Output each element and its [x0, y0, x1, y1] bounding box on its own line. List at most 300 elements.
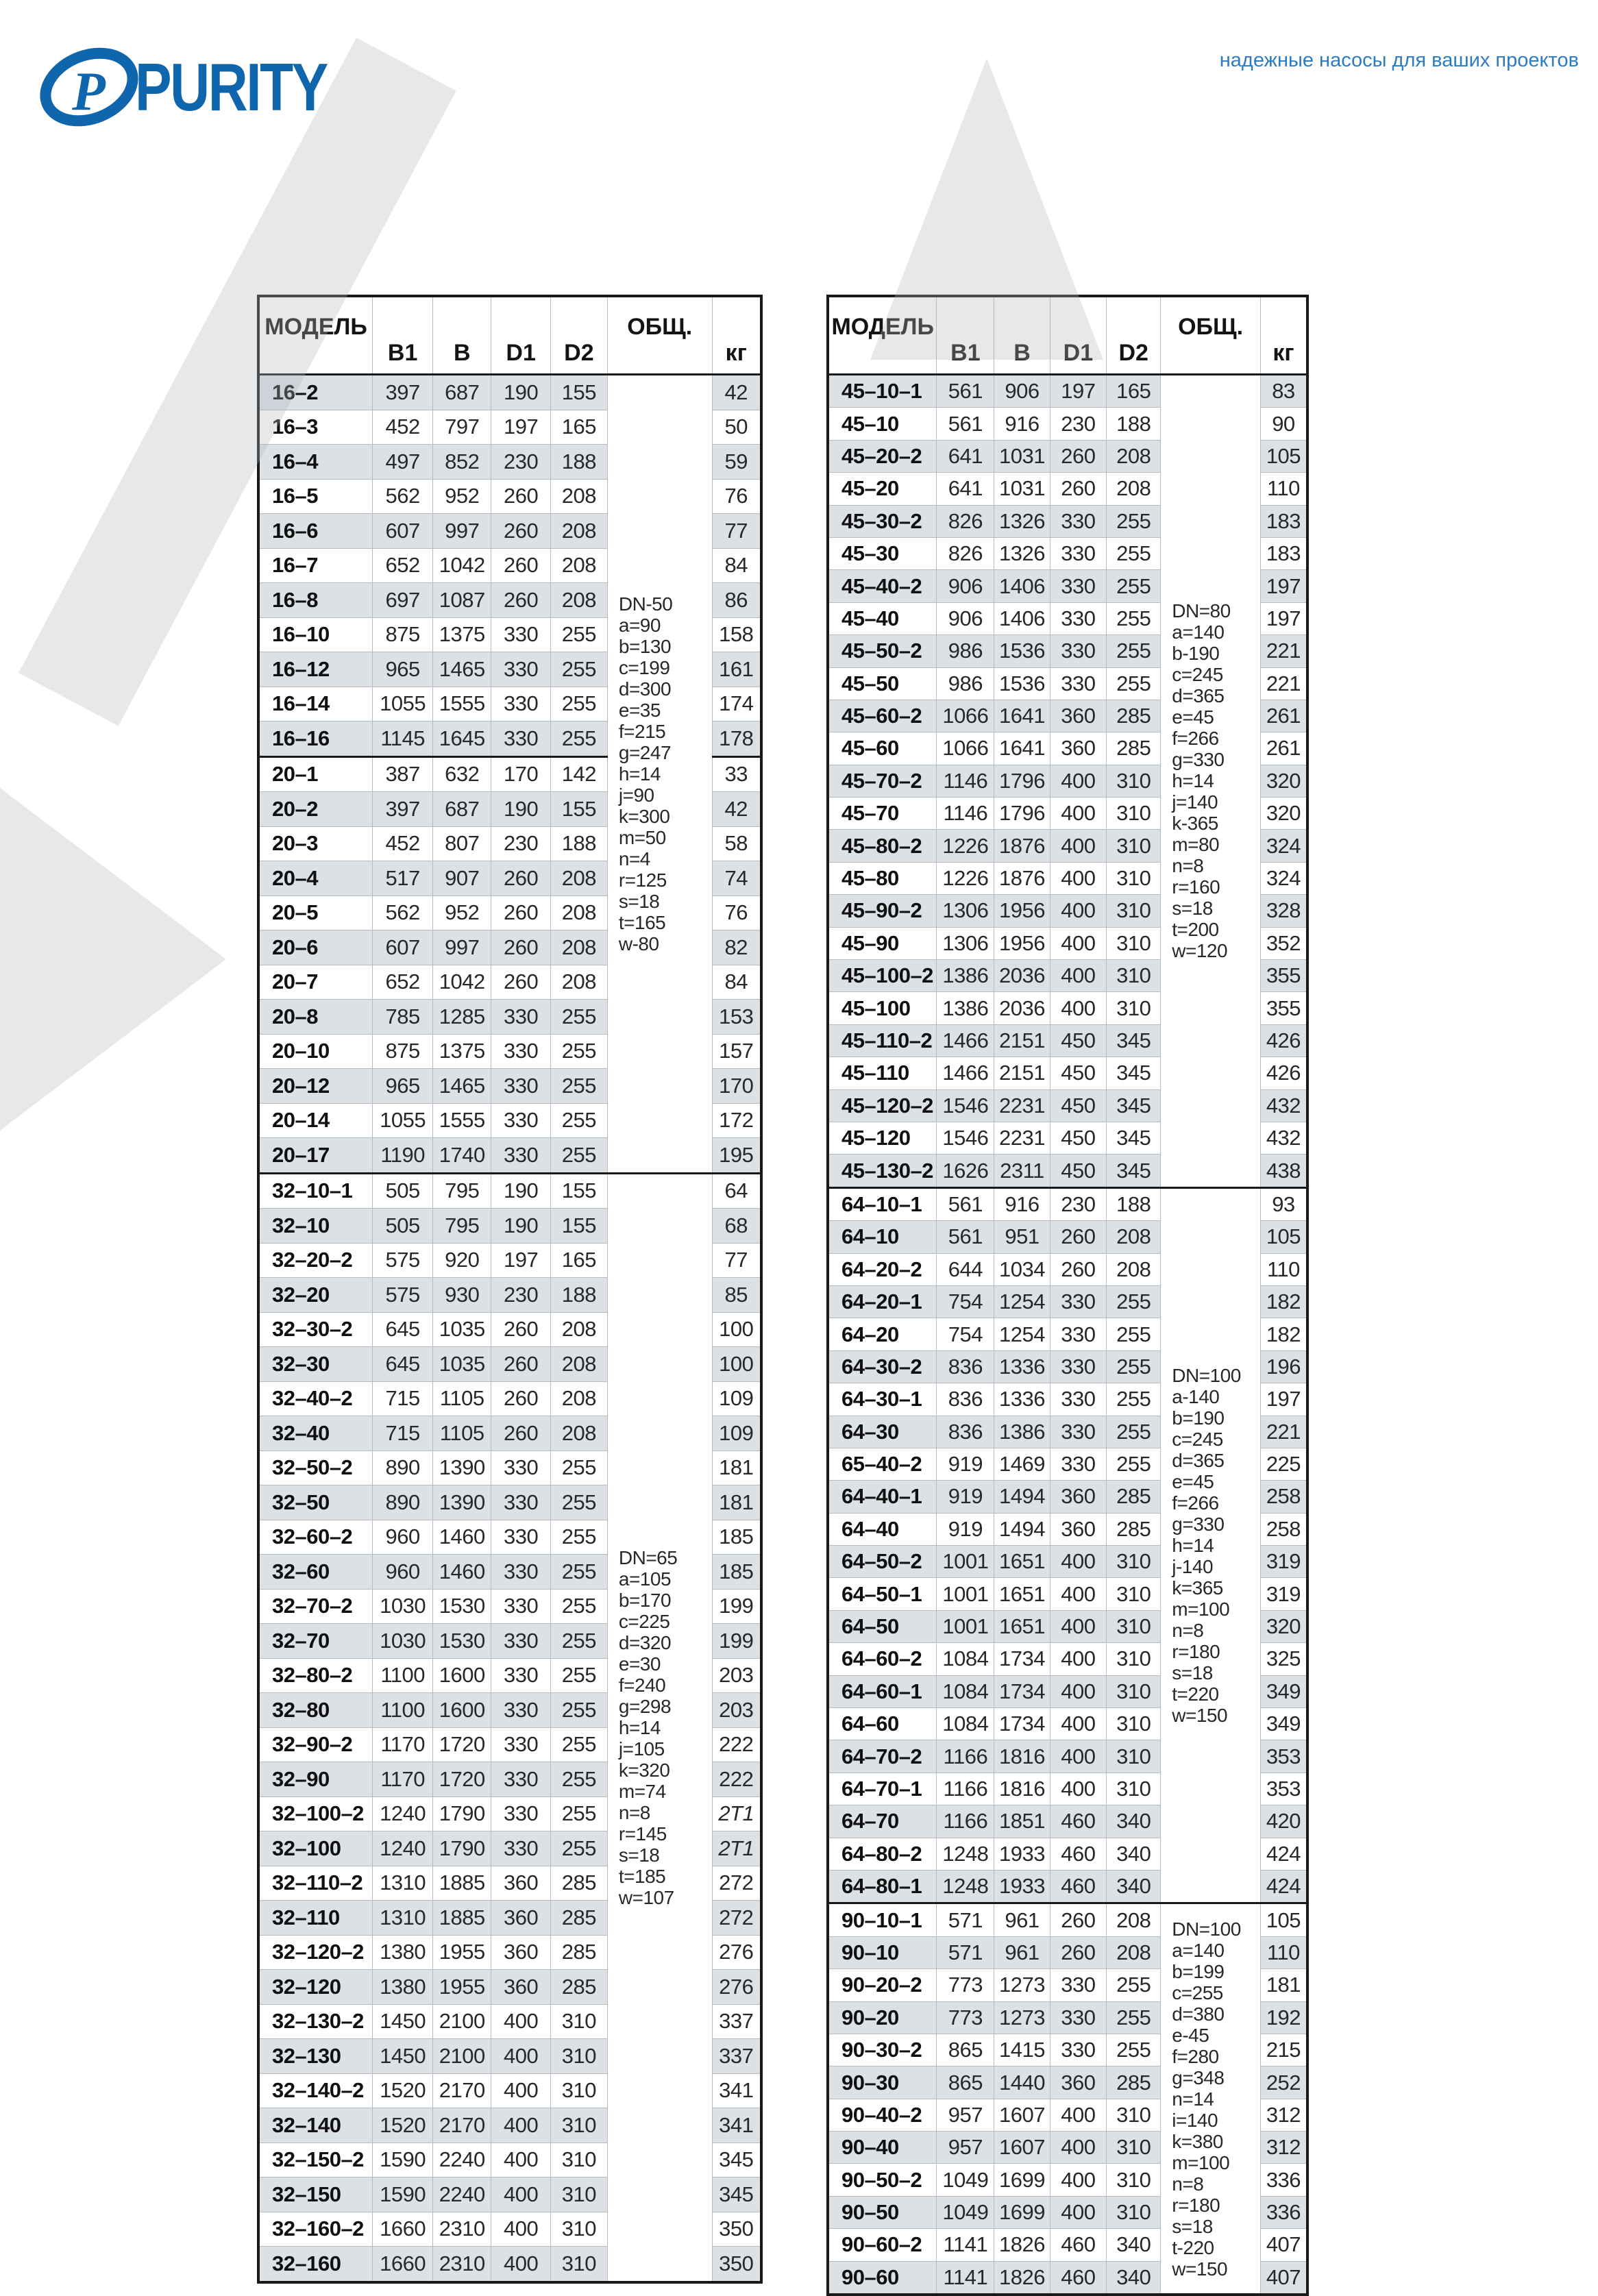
dim-cell: 2170: [433, 2108, 491, 2143]
dim-cell: 1851: [994, 1805, 1050, 1838]
dim-cell: 916: [994, 408, 1050, 440]
model-cell: 64–80–2: [828, 1838, 937, 1870]
dim-cell: 865: [937, 2034, 994, 2066]
model-cell: 16–2: [258, 375, 373, 410]
dim-cell: 1042: [433, 548, 491, 583]
dim-cell: 310: [1107, 830, 1161, 862]
dim-cell: 400: [1050, 2164, 1107, 2196]
model-cell: 32–60–2: [258, 1520, 373, 1555]
dim-cell: 330: [1050, 1969, 1107, 2001]
kg-cell: 225: [1260, 1448, 1307, 1480]
dim-cell: 450: [1050, 1057, 1107, 1089]
model-cell: 45–120: [828, 1122, 937, 1154]
kg-cell: 320: [1260, 798, 1307, 830]
model-cell: 32–160–2: [258, 2212, 373, 2247]
dim-cell: 1049: [937, 2196, 994, 2228]
dim-cell: 260: [491, 896, 551, 930]
model-cell: 32–110–2: [258, 1866, 373, 1901]
dim-cell: 460: [1050, 2261, 1107, 2295]
dim-cell: 155: [550, 1209, 607, 1244]
dim-cell: 2170: [433, 2073, 491, 2108]
right-table-body: [828, 375, 1307, 2295]
model-cell: 32–50–2: [258, 1451, 373, 1485]
model-cell: 32–100–2: [258, 1797, 373, 1831]
obshch-cell: DN=100 a-140 b=190 c=245 d=365 e=45 f=266 g=330 h=14 j-140 k=365 m=100 n=8 r=180 s=18 t=220 w=150: [1161, 1187, 1261, 1903]
dim-cell: 754: [937, 1285, 994, 1318]
kg-cell: 312: [1260, 2099, 1307, 2131]
dim-cell: 255: [550, 1451, 607, 1485]
dim-cell: 197: [1050, 375, 1107, 408]
dim-cell: 1248: [937, 1870, 994, 1903]
kg-cell: 185: [712, 1555, 761, 1590]
dim-cell: 340: [1107, 1838, 1161, 1870]
dim-cell: 208: [550, 1312, 607, 1347]
dim-cell: 1816: [994, 1740, 1050, 1773]
dim-cell: 400: [1050, 2196, 1107, 2228]
dim-cell: 260: [491, 548, 551, 583]
dim-cell: 807: [433, 826, 491, 861]
dim-cell: 255: [550, 1138, 607, 1174]
dim-cell: 1600: [433, 1693, 491, 1728]
dim-cell: 575: [373, 1243, 433, 1278]
dim-cell: 986: [937, 667, 994, 700]
dim-cell: 387: [373, 756, 433, 792]
dim-cell: 1699: [994, 2196, 1050, 2228]
dim-cell: 345: [1107, 1155, 1161, 1187]
model-cell: 90–50: [828, 2196, 937, 2228]
dim-cell: 400: [1050, 1740, 1107, 1773]
model-cell: 45–50: [828, 667, 937, 700]
dim-cell: 1042: [433, 965, 491, 1000]
dim-cell: 255: [1107, 635, 1161, 667]
dim-cell: 571: [937, 1936, 994, 1968]
dim-cell: 190: [491, 1173, 551, 1209]
dim-cell: 400: [1050, 1708, 1107, 1740]
dim-cell: 310: [1107, 2132, 1161, 2164]
dim-cell: 255: [1107, 505, 1161, 537]
dim-cell: 2100: [433, 2039, 491, 2074]
dim-cell: 1469: [994, 1448, 1050, 1480]
model-cell: 16–4: [258, 445, 373, 480]
model-cell: 45–10: [828, 408, 937, 440]
dim-cell: 1626: [937, 1155, 994, 1187]
dim-cell: 285: [1107, 1481, 1161, 1513]
model-cell: 45–50–2: [828, 635, 937, 667]
dim-cell: 1001: [937, 1578, 994, 1610]
dim-cell: 1166: [937, 1805, 994, 1838]
dim-cell: 400: [1050, 1773, 1107, 1805]
dim-cell: 919: [937, 1448, 994, 1480]
dim-cell: 1306: [937, 895, 994, 927]
dim-cell: 1146: [937, 765, 994, 797]
kg-cell: 58: [712, 826, 761, 861]
model-cell: 90–60–2: [828, 2229, 937, 2261]
dim-cell: 255: [550, 721, 607, 757]
dim-cell: 400: [1050, 1546, 1107, 1578]
dim-cell: 400: [1050, 830, 1107, 862]
dim-cell: 2231: [994, 1122, 1050, 1154]
dim-cell: 400: [1050, 2132, 1107, 2164]
dim-cell: 1955: [433, 1970, 491, 2005]
model-cell: 32–150–2: [258, 2143, 373, 2177]
dim-cell: 1651: [994, 1610, 1050, 1642]
dim-cell: 330: [491, 1555, 551, 1590]
model-cell: 20–17: [258, 1138, 373, 1174]
dim-cell: 1055: [373, 687, 433, 721]
dim-cell: 1536: [994, 667, 1050, 700]
purity-logo: [38, 45, 369, 129]
col-header-obshch: ОБЩ.: [607, 296, 712, 375]
dim-cell: 965: [373, 1069, 433, 1104]
dim-cell: 255: [550, 1797, 607, 1831]
dim-cell: 155: [550, 1173, 607, 1209]
dim-cell: 400: [1050, 895, 1107, 927]
dim-cell: 310: [1107, 2099, 1161, 2131]
dim-cell: 645: [373, 1312, 433, 1347]
dim-cell: 330: [491, 1000, 551, 1035]
dim-cell: 400: [491, 2039, 551, 2074]
dim-cell: 1273: [994, 1969, 1050, 2001]
dim-cell: 1166: [937, 1740, 994, 1773]
model-cell: 45–70–2: [828, 765, 937, 797]
dim-cell: 255: [550, 1693, 607, 1728]
kg-cell: 110: [1260, 1253, 1307, 1285]
kg-cell: 84: [712, 548, 761, 583]
dim-cell: 1254: [994, 1318, 1050, 1350]
dim-cell: 360: [1050, 1513, 1107, 1545]
dim-cell: 497: [373, 445, 433, 480]
dim-cell: 1100: [373, 1658, 433, 1693]
obshch-cell: DN-50 a=90 b=130 c=199 d=300 e=35 f=215 g=247 h=14 j=90 k=300 m=50 n=4 r=125 s=18 t=165 w-80: [607, 375, 712, 1174]
dim-cell: 960: [373, 1520, 433, 1555]
dim-cell: 230: [491, 445, 551, 480]
dim-cell: 340: [1107, 2261, 1161, 2295]
dim-cell: 255: [550, 1624, 607, 1659]
dim-cell: 1030: [373, 1624, 433, 1659]
dim-cell: 260: [1050, 1253, 1107, 1285]
model-cell: 32–30–2: [258, 1312, 373, 1347]
dim-cell: 208: [550, 1416, 607, 1451]
dim-cell: 1386: [937, 960, 994, 992]
dim-cell: 890: [373, 1451, 433, 1485]
kg-cell: 197: [1260, 570, 1307, 602]
model-cell: 64–60–1: [828, 1675, 937, 1707]
kg-cell: 109: [712, 1381, 761, 1416]
col-header-model: МОДЕЛЬ: [828, 296, 937, 375]
dim-cell: 330: [1050, 537, 1107, 569]
dim-cell: 1380: [373, 1970, 433, 2005]
dim-cell: 957: [937, 2099, 994, 2131]
dim-cell: 285: [550, 1866, 607, 1901]
model-cell: 16–14: [258, 687, 373, 721]
dim-cell: 330: [1050, 1285, 1107, 1318]
dim-cell: 1520: [373, 2073, 433, 2108]
kg-cell: 328: [1260, 895, 1307, 927]
dim-cell: 188: [550, 1278, 607, 1313]
dim-cell: 1460: [433, 1520, 491, 1555]
dim-cell: 260: [491, 930, 551, 965]
dim-cell: 1600: [433, 1658, 491, 1693]
kg-cell: 93: [1260, 1187, 1307, 1220]
kg-cell: 181: [712, 1451, 761, 1485]
dim-cell: 957: [937, 2132, 994, 2164]
kg-cell: 355: [1260, 992, 1307, 1024]
dim-cell: 260: [491, 1416, 551, 1451]
model-cell: 32–100: [258, 1831, 373, 1866]
kg-cell: 312: [1260, 2132, 1307, 2164]
dim-cell: 1001: [937, 1610, 994, 1642]
svg-text:P: P: [72, 62, 106, 122]
dim-cell: 1084: [937, 1675, 994, 1707]
kg-cell: 407: [1260, 2229, 1307, 2261]
dim-cell: 1530: [433, 1624, 491, 1659]
dim-cell: 260: [491, 1381, 551, 1416]
dim-cell: 330: [1050, 1350, 1107, 1383]
dim-cell: 310: [1107, 927, 1161, 959]
model-cell: 32–50: [258, 1485, 373, 1520]
dim-cell: 450: [1050, 1024, 1107, 1057]
kg-cell: 105: [1260, 1903, 1307, 1936]
dim-cell: 330: [491, 1797, 551, 1831]
dim-cell: 1607: [994, 2099, 1050, 2131]
dim-cell: 330: [1050, 1383, 1107, 1416]
model-cell: 20–3: [258, 826, 373, 861]
dim-cell: 330: [491, 652, 551, 687]
dim-cell: 208: [1107, 1253, 1161, 1285]
dim-cell: 190: [491, 375, 551, 410]
dim-cell: 255: [550, 652, 607, 687]
dim-cell: 208: [550, 583, 607, 618]
dim-cell: 285: [550, 1970, 607, 2005]
kg-cell: 355: [1260, 960, 1307, 992]
dim-cell: 1641: [994, 732, 1050, 765]
dim-cell: 505: [373, 1173, 433, 1209]
kg-cell: 261: [1260, 732, 1307, 765]
dim-cell: 2036: [994, 960, 1050, 992]
dim-cell: 310: [1107, 1740, 1161, 1773]
dim-cell: 285: [550, 1935, 607, 1970]
table-row: [828, 1187, 1307, 1220]
kg-cell: 158: [712, 617, 761, 652]
dim-cell: 1066: [937, 700, 994, 732]
kg-cell: 181: [1260, 1969, 1307, 2001]
left-spec-table: [257, 295, 763, 2284]
model-cell: 45–20–2: [828, 440, 937, 472]
kg-cell: 84: [712, 965, 761, 1000]
dim-cell: 1390: [433, 1451, 491, 1485]
dim-cell: 1066: [937, 732, 994, 765]
model-cell: 45–100: [828, 992, 937, 1024]
dim-cell: 330: [491, 1520, 551, 1555]
kg-cell: 74: [712, 861, 761, 896]
model-cell: 90–30–2: [828, 2034, 937, 2066]
kg-cell: 350: [712, 2247, 761, 2282]
dim-cell: 1031: [994, 473, 1050, 505]
kg-cell: 42: [712, 375, 761, 410]
dim-cell: 951: [994, 1221, 1050, 1253]
kg-cell: 182: [1260, 1285, 1307, 1318]
dim-cell: 208: [1107, 1221, 1161, 1253]
dim-cell: 1105: [433, 1381, 491, 1416]
model-cell: 64–30–1: [828, 1383, 937, 1416]
dim-cell: 2310: [433, 2212, 491, 2247]
dim-cell: 330: [491, 1589, 551, 1624]
dim-cell: 561: [937, 375, 994, 408]
dim-cell: 836: [937, 1350, 994, 1383]
model-cell: 20–5: [258, 896, 373, 930]
left-header-row: [258, 296, 761, 375]
dim-cell: 836: [937, 1383, 994, 1416]
kg-cell: 197: [1260, 1383, 1307, 1416]
dim-cell: 330: [1050, 667, 1107, 700]
kg-cell: 199: [712, 1624, 761, 1659]
dim-cell: 562: [373, 896, 433, 930]
dim-cell: 310: [1107, 2164, 1161, 2196]
logo-icon: [38, 45, 140, 129]
dim-cell: 1530: [433, 1589, 491, 1624]
dim-cell: 920: [433, 1243, 491, 1278]
kg-cell: 345: [712, 2177, 761, 2212]
dim-cell: 255: [550, 1762, 607, 1797]
model-cell: 64–40: [828, 1513, 937, 1545]
model-cell: 45–90: [828, 927, 937, 959]
dim-cell: 906: [937, 602, 994, 634]
kg-cell: 424: [1260, 1838, 1307, 1870]
dim-cell: 1466: [937, 1024, 994, 1057]
model-cell: 64–50–2: [828, 1546, 937, 1578]
dim-cell: 1956: [994, 927, 1050, 959]
dim-cell: 1660: [373, 2212, 433, 2247]
dim-cell: 208: [550, 1381, 607, 1416]
model-cell: 90–50–2: [828, 2164, 937, 2196]
dim-cell: 1100: [373, 1693, 433, 1728]
dim-cell: 360: [491, 1970, 551, 2005]
dim-cell: 1254: [994, 1285, 1050, 1318]
kg-cell: 353: [1260, 1773, 1307, 1805]
dim-cell: 1651: [994, 1578, 1050, 1610]
model-cell: 16–7: [258, 548, 373, 583]
model-cell: 20–12: [258, 1069, 373, 1104]
dim-cell: 1450: [373, 2004, 433, 2039]
model-cell: 45–60: [828, 732, 937, 765]
dim-cell: 1375: [433, 617, 491, 652]
dim-cell: 330: [491, 1103, 551, 1138]
dim-cell: 1555: [433, 687, 491, 721]
dim-cell: 1955: [433, 1935, 491, 1970]
kg-cell: 438: [1260, 1155, 1307, 1187]
dim-cell: 330: [491, 1727, 551, 1762]
kg-cell: 181: [712, 1485, 761, 1520]
dim-cell: 208: [1107, 440, 1161, 472]
kg-cell: 68: [712, 1209, 761, 1244]
dim-cell: 255: [1107, 537, 1161, 569]
dim-cell: 952: [433, 896, 491, 930]
model-cell: 32–80: [258, 1693, 373, 1728]
dim-cell: 460: [1050, 1805, 1107, 1838]
dim-cell: 330: [491, 1658, 551, 1693]
dim-cell: 1049: [937, 2164, 994, 2196]
kg-cell: 178: [712, 721, 761, 757]
kg-cell: 426: [1260, 1024, 1307, 1057]
dim-cell: 208: [550, 514, 607, 549]
dim-cell: 208: [550, 479, 607, 514]
dim-cell: 400: [491, 2004, 551, 2039]
dim-cell: 875: [373, 617, 433, 652]
dim-cell: 1734: [994, 1643, 1050, 1675]
dim-cell: 1240: [373, 1797, 433, 1831]
model-cell: 16–16: [258, 721, 373, 757]
dim-cell: 916: [994, 1187, 1050, 1220]
dim-cell: 1141: [937, 2229, 994, 2261]
dim-cell: 310: [1107, 960, 1161, 992]
model-cell: 32–140–2: [258, 2073, 373, 2108]
dim-cell: 641: [937, 440, 994, 472]
dim-cell: 310: [550, 2247, 607, 2282]
kg-cell: 185: [712, 1520, 761, 1555]
kg-cell: 203: [712, 1693, 761, 1728]
model-cell: 32–90: [258, 1762, 373, 1797]
dim-cell: 310: [1107, 895, 1161, 927]
dim-cell: 1226: [937, 830, 994, 862]
model-cell: 32–160: [258, 2247, 373, 2282]
model-cell: 64–20–1: [828, 1285, 937, 1318]
dim-cell: 1933: [994, 1870, 1050, 1903]
dim-cell: 1796: [994, 765, 1050, 797]
col-header-b1: B1: [373, 296, 433, 375]
dim-cell: 230: [1050, 1187, 1107, 1220]
dim-cell: 2231: [994, 1089, 1050, 1122]
dim-cell: 285: [1107, 700, 1161, 732]
dim-cell: 285: [1107, 732, 1161, 765]
kg-cell: 85: [712, 1278, 761, 1313]
dim-cell: 1876: [994, 862, 1050, 894]
dim-cell: 360: [491, 1935, 551, 1970]
dim-cell: 310: [550, 2039, 607, 2074]
dim-cell: 260: [1050, 1221, 1107, 1253]
kg-cell: 157: [712, 1034, 761, 1069]
dim-cell: 997: [433, 930, 491, 965]
dim-cell: 1084: [937, 1708, 994, 1740]
model-cell: 90–10: [828, 1936, 937, 1968]
dim-cell: 310: [550, 2108, 607, 2143]
col-header-b: B: [433, 296, 491, 375]
dim-cell: 1415: [994, 2034, 1050, 2066]
dim-cell: 1336: [994, 1350, 1050, 1383]
dim-cell: 1001: [937, 1546, 994, 1578]
dim-cell: 632: [433, 756, 491, 792]
dim-cell: 1386: [994, 1416, 1050, 1448]
dim-cell: 687: [433, 792, 491, 827]
kg-cell: 221: [1260, 667, 1307, 700]
dim-cell: 330: [491, 1831, 551, 1866]
model-cell: 32–70–2: [258, 1589, 373, 1624]
dim-cell: 1494: [994, 1481, 1050, 1513]
dim-cell: 773: [937, 2001, 994, 2034]
kg-cell: 192: [1260, 2001, 1307, 2034]
model-cell: 45–80–2: [828, 830, 937, 862]
model-cell: 20–4: [258, 861, 373, 896]
logo-text: PURITY: [135, 49, 327, 125]
dim-cell: 1386: [937, 992, 994, 1024]
dim-cell: 255: [550, 1069, 607, 1104]
dim-cell: 687: [433, 375, 491, 410]
model-cell: 32–120–2: [258, 1935, 373, 1970]
kg-cell: 276: [712, 1935, 761, 1970]
dim-cell: 1375: [433, 1034, 491, 1069]
dim-cell: 1641: [994, 700, 1050, 732]
model-cell: 45–100–2: [828, 960, 937, 992]
model-cell: 45–40: [828, 602, 937, 634]
